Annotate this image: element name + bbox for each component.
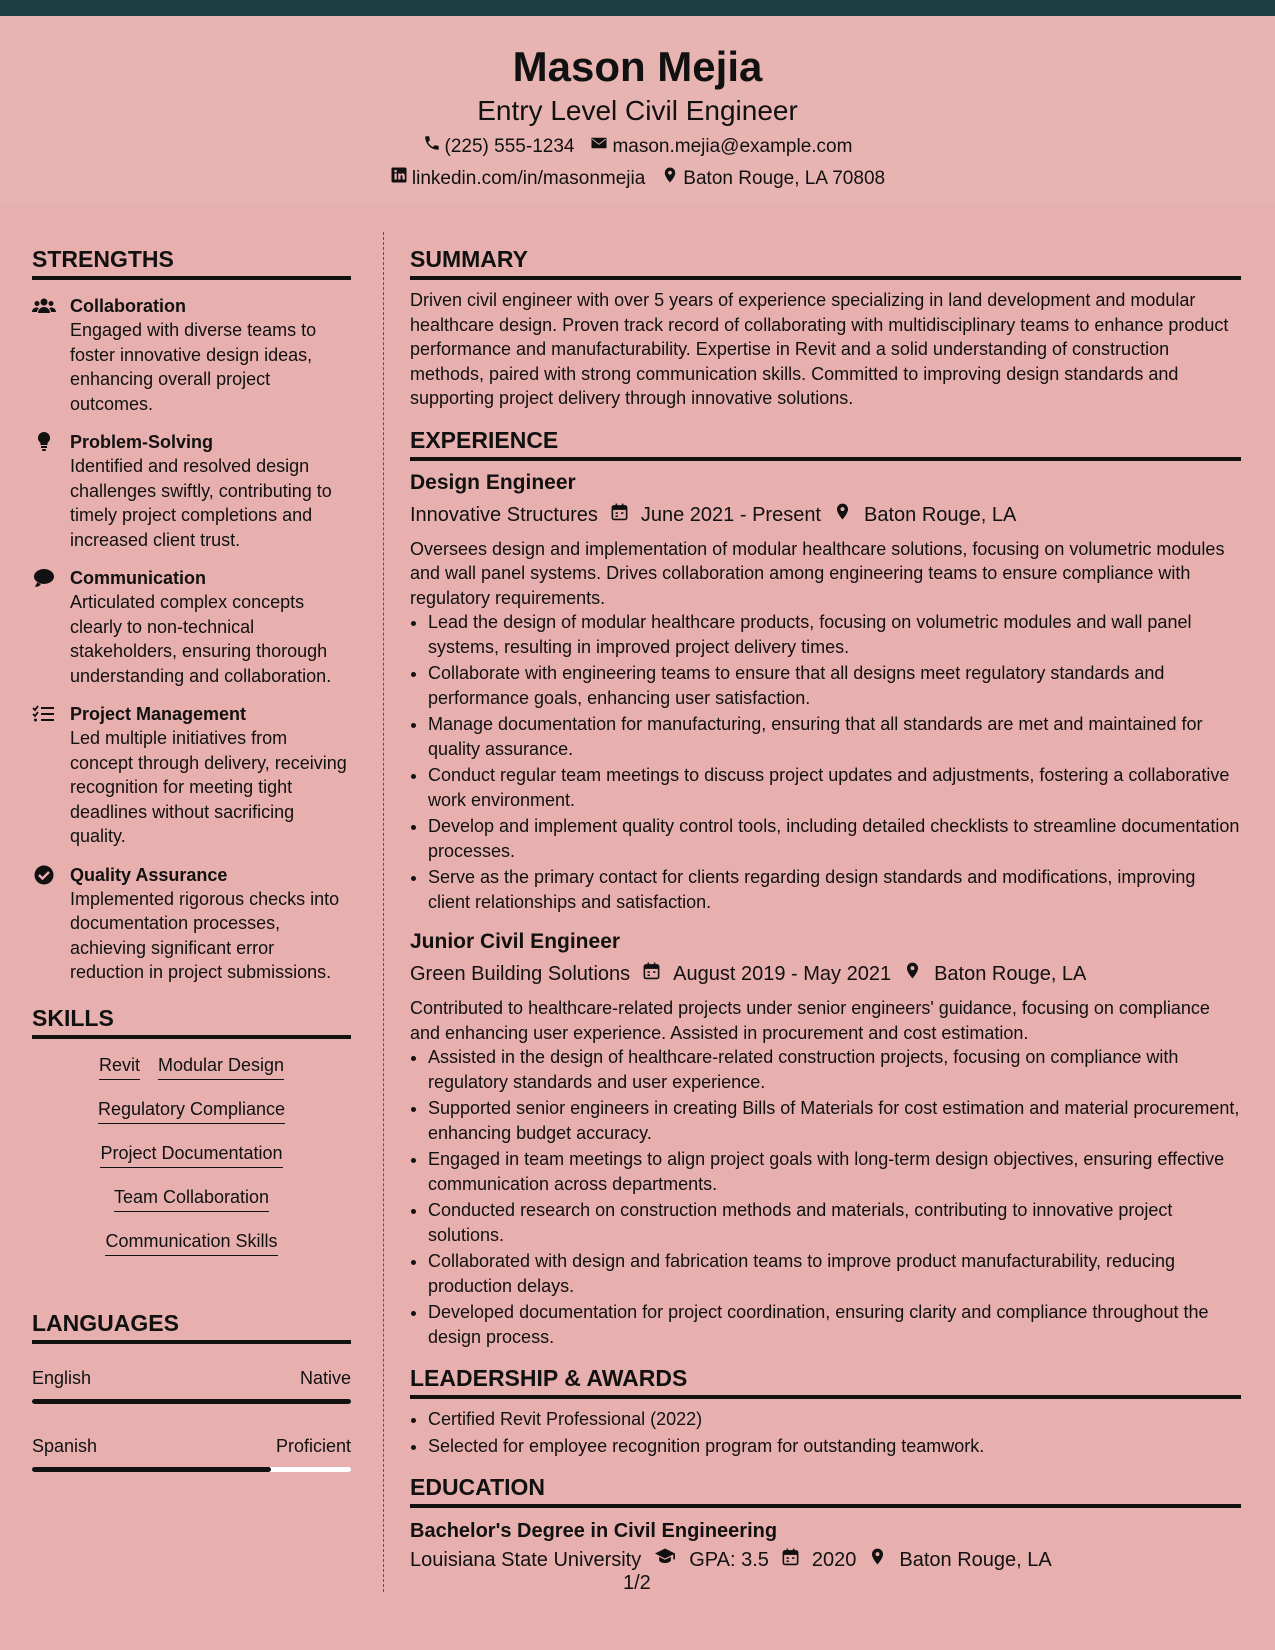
awards-list (410, 1407, 1241, 1458)
linkedin-contact[interactable] (390, 166, 645, 191)
skills-list (32, 1053, 351, 1256)
candidate-title: Entry Level Civil Engineer (477, 95, 798, 126)
list-item: • Develop and implement quality control tools, including detailed checklists to streamline documentation processes. (428, 814, 1241, 863)
phone-icon (423, 134, 441, 159)
education-heading: EDUCATION (410, 1472, 1241, 1508)
top-accent-bar (0, 0, 1275, 16)
job-title: Junior Civil Engineer (410, 930, 621, 953)
graduation-year: 2020 (811, 1549, 857, 1571)
list-item: • Lead the design of modular healthcare products, focusing on volumetric modules and wall panel systems, resulting in improved project delivery times. (428, 610, 1241, 659)
map-pin-icon (833, 501, 852, 529)
language-proficiency-bar (32, 1399, 351, 1404)
strength-title: Problem-Solving (70, 432, 214, 452)
skills-heading: SKILLS (32, 1003, 351, 1039)
job-bullets (410, 610, 1241, 914)
phone-contact (423, 134, 575, 159)
candidate-name: Mason Mejia (512, 43, 763, 90)
job-entry (410, 469, 1241, 915)
page-number: 1/2 (623, 1572, 651, 1594)
comment-icon (32, 568, 56, 588)
list-item: • Manage documentation for manufacturing, ensuring that all standards are met and maintained for quality assurance. (428, 712, 1241, 761)
job-meta (410, 501, 1241, 529)
language-level: Native (299, 1367, 351, 1388)
phone-text: (225) 555-1234 (444, 135, 575, 157)
job-description: Contributed to healthcare-related projects under senior engineers' guidance, focusing on compliance and enhancing user experience. Assisted in procurement and cost estimation. (410, 998, 1210, 1043)
email-link[interactable]: mason.mejia@example.com (612, 135, 853, 157)
awards-heading: LEADERSHIP & AWARDS (410, 1363, 1241, 1399)
list-item: • Conduct regular team meetings to discuss project updates and adjustments, fostering a collaborative work environment. (428, 763, 1241, 812)
company-name: Innovative Structures (410, 503, 598, 526)
location-text: Baton Rouge, LA 70808 (683, 167, 886, 189)
map-pin-icon (868, 1546, 887, 1574)
job-dates: August 2019 - May 2021 (673, 963, 892, 985)
strength-title: Project Management (70, 704, 247, 724)
strength-item (32, 702, 351, 849)
job-description: Oversees design and implementation of modular healthcare solutions, focusing on volumetric modules and wall panel systems. Drives collaboration among engineering teams to ensure compliance with regulatory requirements. (410, 538, 1225, 608)
column-divider (383, 232, 384, 1592)
skill-tag: Regulatory Compliance (98, 1097, 285, 1124)
map-pin-icon (903, 960, 922, 988)
skill-tag: Communication Skills (105, 1229, 277, 1256)
experience-heading: EXPERIENCE (410, 425, 1241, 461)
strength-item (32, 863, 351, 985)
list-item: • Conducted research on construction methods and materials, contributing to innovative project solutions. (428, 1198, 1241, 1247)
job-entry (410, 928, 1241, 1349)
list-item: • Collaborate with engineering teams to ensure that all designs meet regulatory standards and performance goals, enhancing user satisfaction. (428, 661, 1241, 710)
language-item (32, 1434, 351, 1472)
list-check-icon (32, 704, 56, 724)
strengths-heading: STRENGTHS (32, 244, 351, 280)
strength-item (32, 430, 351, 552)
graduation-cap-icon (653, 1546, 677, 1574)
strength-desc: Implemented rigorous checks into documentation processes, achieving significant error reduction in project submissions. (70, 888, 340, 982)
summary-heading: SUMMARY (410, 244, 1241, 280)
strength-title: Communication (70, 568, 207, 588)
strength-desc: Articulated complex concepts clearly to non-technical stakeholders, ensuring thorough understanding and collaboration. (70, 592, 332, 686)
job-dates: June 2021 - Present (640, 503, 821, 526)
education-location: Baton Rouge, LA (899, 1549, 1052, 1571)
language-item (32, 1366, 351, 1404)
right-column (410, 244, 1241, 1574)
left-column (32, 244, 351, 1472)
email-contact[interactable] (590, 134, 852, 159)
job-location: Baton Rouge, LA (934, 963, 1087, 985)
languages-heading: LANGUAGES (32, 1308, 351, 1344)
summary-text: Driven civil engineer with over 5 years of experience specializing in land development and modular healthcare design. Proven track record of collaborating with multidisciplinary teams to enhance product performance and manufacturability. Expertise in Revit and a solid understanding of construction methods, paired with strong communication skills. Committed to improving design standards and supporting project delivery through innovative solutions. (410, 290, 1229, 408)
gpa-text: GPA: 3.5 (689, 1549, 769, 1571)
language-proficiency-bar (32, 1467, 351, 1472)
list-item: • Engaged in team meetings to align project goals with long-term design objectives, ensuring effective communication across departments. (428, 1147, 1241, 1196)
company-name: Green Building Solutions (410, 963, 631, 985)
envelope-icon (590, 134, 608, 159)
strength-desc: Identified and resolved design challenges swiftly, contributing to timely project completions and increased client trust. (70, 456, 332, 550)
strength-title: Quality Assurance (70, 864, 228, 885)
job-title: Design Engineer (410, 470, 576, 494)
contact-row-2 (0, 166, 1275, 191)
language-proficiency-fill (32, 1399, 351, 1404)
map-pin-icon (661, 166, 679, 191)
job-meta (410, 960, 1241, 988)
list-item: • Serve as the primary contact for clients regarding design standards and modifications, improving client relationships and satisfaction. (428, 865, 1241, 914)
list-item: • Developed documentation for project coordination, ensuring clarity and compliance throughout the design process. (428, 1300, 1241, 1349)
linkedin-icon (390, 166, 408, 191)
lightbulb-icon (32, 432, 56, 452)
strength-item (32, 294, 351, 416)
education-meta (410, 1546, 1241, 1574)
strength-desc: Engaged with diverse teams to foster innovative design ideas, enhancing overall project outcomes. (70, 320, 317, 414)
users-icon (32, 296, 56, 316)
skill-tag: Project Documentation (100, 1141, 282, 1168)
check-circle-icon (32, 865, 56, 885)
job-location: Baton Rouge, LA (864, 503, 1017, 526)
skill-tag: Modular Design (158, 1053, 284, 1080)
calendar-icon (781, 1546, 800, 1574)
list-item: • Supported senior engineers in creating Bills of Materials for cost estimation and material procurement, enhancing budget accuracy. (428, 1096, 1241, 1145)
linkedin-link[interactable]: linkedin.com/in/masonmejia (411, 167, 646, 189)
strength-desc: Led multiple initiatives from concept through delivery, receiving recognition for meeting tight deadlines without sacrificing quality. (70, 728, 347, 846)
language-level: Proficient (275, 1435, 351, 1456)
strength-item (32, 566, 351, 688)
language-name: Spanish (32, 1435, 98, 1456)
skill-tag: Revit (99, 1053, 140, 1080)
list-item: • Selected for employee recognition program for outstanding teamwork. (428, 1434, 1241, 1459)
contact-row-1 (0, 134, 1275, 159)
strength-title: Collaboration (70, 296, 186, 316)
list-item: • Certified Revit Professional (2022) (428, 1407, 1241, 1432)
language-name: English (32, 1367, 92, 1388)
list-item: • Collaborated with design and fabrication teams to improve product manufacturability, reducing production delays. (428, 1249, 1241, 1298)
location-contact (661, 166, 885, 191)
language-proficiency-fill (32, 1467, 271, 1472)
list-item: • Assisted in the design of healthcare-related construction projects, focusing on compliance with regulatory standards and user experience. (428, 1045, 1241, 1094)
calendar-icon (642, 960, 661, 988)
job-bullets (410, 1045, 1241, 1349)
resume-header (0, 16, 1275, 204)
degree-title: Bachelor's Degree in Civil Engineering (410, 1520, 778, 1542)
calendar-icon (610, 501, 629, 529)
school-name: Louisiana State University (410, 1549, 642, 1571)
skill-tag: Team Collaboration (114, 1185, 269, 1212)
